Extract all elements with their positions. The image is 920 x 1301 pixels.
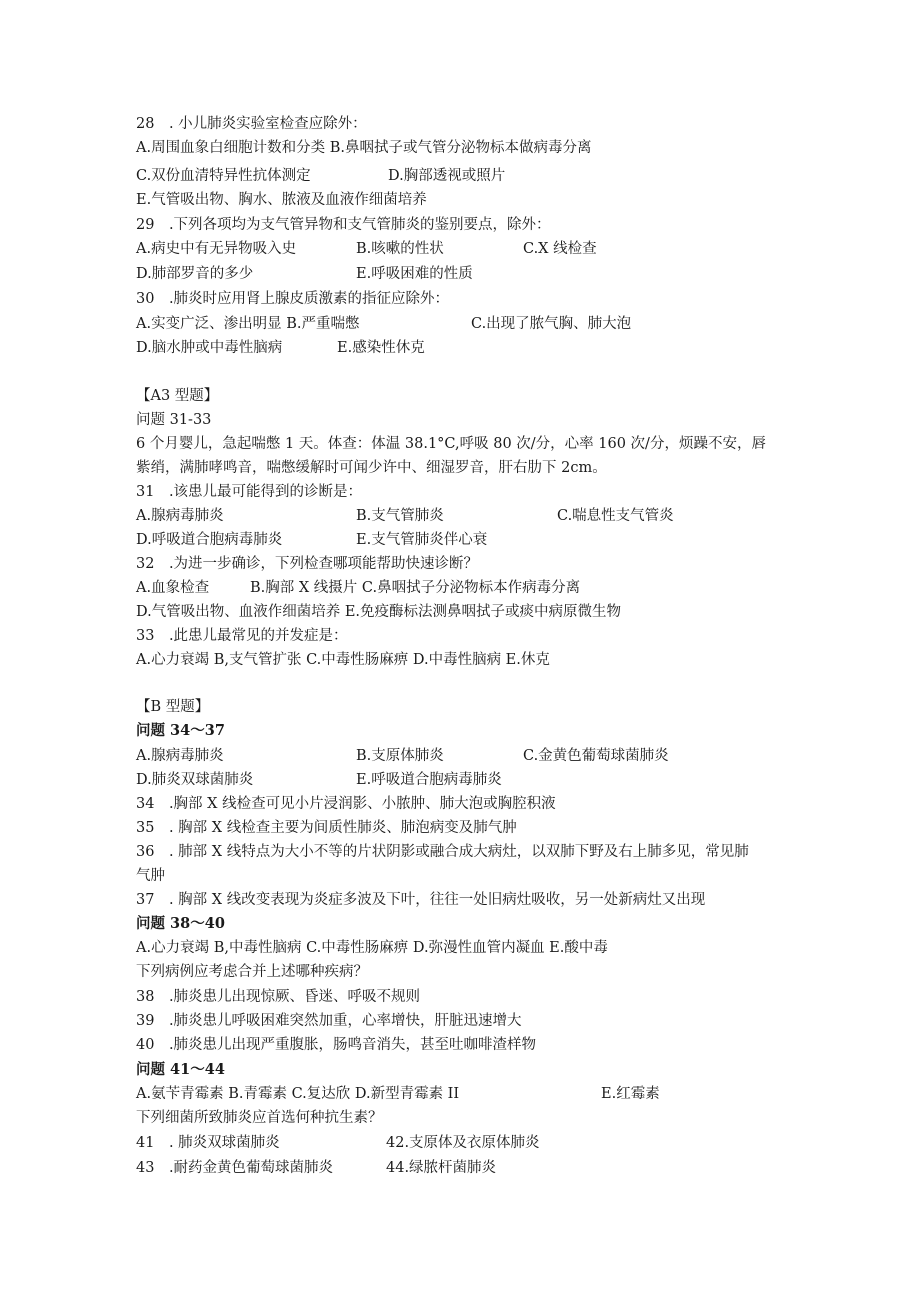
q31-option-d: D.呼吸道合胞病毒肺炎 (136, 532, 283, 548)
q42: 42.支原体及衣原体肺炎 (386, 1135, 540, 1151)
g3-options: A.氨苄青霉素 B.青霉素 C.复达欣 D.新型青霉素 II (136, 1086, 460, 1102)
q33-options: A.心力衰竭 B,支气管扩张 C.中毒性肠麻痹 D.中毒性脑病 E.休克 (136, 652, 550, 668)
q35: 35 . 胸部 X 线检查主要为间质性肺炎、肺泡病变及肺气肿 (136, 820, 517, 836)
q37: 37 . 胸部 X 线改变表现为炎症多波及下叶，往往一处旧病灶吸收，另一处新病灶又出现 (136, 892, 706, 908)
q38: 38 .肺炎患儿出现惊厥、昏迷、呼吸不规则 (136, 989, 421, 1005)
g1-option-e: E.呼吸道合胞病毒肺炎 (356, 772, 502, 788)
q39: 39 .肺炎患儿呼吸困难突然加重，心率增快，肝脏迅速增大 (136, 1013, 522, 1029)
q40: 40 .肺炎患儿出现严重腹胀，肠鸣音消失，甚至吐咖啡渣样物 (136, 1037, 537, 1053)
q36-line1: 36 . 肺部 X 线特点为大小不等的片状阴影或融合成大病灶，以双肺下野及右上肺多见，常见肺 (136, 844, 749, 860)
q31-option-c: C.喘息性支气管炎 (557, 508, 674, 524)
g1-option-c: C.金黄色葡萄球菌肺炎 (523, 748, 669, 764)
q28-options-ab: A.周围血象白细胞计数和分类 B.鼻咽拭子或气管分泌物标本做病毒分离 (136, 140, 592, 156)
a3-section-heading: 【A3 型题】 (136, 388, 219, 404)
q32-options-de: D.气管吸出物、血液作细菌培养 E.免疫酶标法测鼻咽拭子或痰中病原微生物 (136, 604, 622, 620)
q28-option-d: D.胸部透视或照片 (388, 168, 506, 184)
q32-options-bc: B.胸部 X 线摄片 C.鼻咽拭子分泌物标本作病毒分离 (250, 580, 581, 596)
q33-stem: 33 .此患儿最常见的并发症是： (136, 628, 348, 644)
q30-options-ab: A.实变广泛、渗出明显 B.严重喘憋 (136, 316, 360, 332)
q31-stem: 31 .该患儿最可能得到的诊断是： (136, 484, 363, 500)
q30-option-e: E.感染性休克 (337, 340, 425, 356)
g3-option-e: E.红霉素 (601, 1086, 660, 1102)
q29-option-e: E.呼吸困难的性质 (356, 266, 473, 282)
q30-option-d: D.脑水肿或中毒性脑病 (136, 340, 283, 356)
q44: 44.绿脓杆菌肺炎 (386, 1160, 497, 1176)
q32-stem: 32 .为进一步确诊，下列检查哪项能帮助快速诊断？ (136, 556, 479, 572)
b-group2-heading: 问题 38～40 (136, 915, 225, 932)
g2-prompt: 下列病例应考虑合并上述哪种疾病？ (136, 964, 368, 980)
q30-option-c: C.出现了脓气胸、肺大泡 (471, 316, 632, 332)
g1-option-a: A.腺病毒肺炎 (136, 748, 224, 764)
b-group1-heading: 问题 34～37 (136, 722, 225, 739)
q31-option-e: E.支气管肺炎伴心衰 (356, 532, 488, 548)
q41: 41 . 肺炎双球菌肺炎 (136, 1135, 280, 1151)
q43: 43 .耐药金黄色葡萄球菌肺炎 (136, 1160, 334, 1176)
g2-options: A.心力衰竭 B,中毒性脑病 C.中毒性肠麻痹 D.弥漫性血管内凝血 E.酸中毒 (136, 940, 608, 956)
q28-stem: 28 . 小儿肺炎实验室检查应除外： (136, 116, 367, 132)
q29-stem: 29 .下列各项均为支气管异物和支气管肺炎的鉴别要点，除外： (136, 217, 551, 233)
q36-line2: 气肿 (136, 868, 165, 884)
a3-group-heading: 问题 31-33 (136, 412, 212, 428)
q30-stem: 30 .肺炎时应用肾上腺皮质激素的指征应除外： (136, 291, 450, 307)
q32-option-a: A.血象检查 (136, 580, 210, 596)
b-section-heading: 【B 型题】 (136, 699, 210, 715)
g1-option-b: B.支原体肺炎 (356, 748, 444, 764)
q29-option-a: A.病史中有无异物吸入史 (136, 241, 297, 257)
q29-option-d: D.肺部罗音的多少 (136, 266, 254, 282)
g3-prompt: 下列细菌所致肺炎应首选何种抗生素？ (136, 1110, 383, 1126)
g1-option-d: D.肺炎双球菌肺炎 (136, 772, 254, 788)
case-description-line1: 6 个月婴儿，急起喘憋 1 天。体查：体温 38.1°C,呼吸 80 次/分，心率 160 次/分，烦躁不安，唇 (136, 436, 766, 452)
q31-option-b: B.支气管肺炎 (356, 508, 444, 524)
case-description-line2: 紫绡，满肺哮鸣音，喘憋缓解时可闻少许中、细湿罗音，肝右肋下 2cm。 (136, 460, 607, 476)
q31-option-a: A.腺病毒肺炎 (136, 508, 224, 524)
q28-option-e: E.气管吸出物、胸水、脓液及血液作细菌培养 (136, 192, 427, 208)
q34: 34 .胸部 X 线检查可见小片浸润影、小脓肿、肺大泡或胸腔积液 (136, 796, 556, 812)
q29-option-b: B.咳嗽的性状 (356, 241, 444, 257)
q28-option-c: C.双份血清特异性抗体测定 (136, 168, 311, 184)
q29-option-c: C.X 线检查 (523, 241, 597, 257)
b-group3-heading: 问题 41～44 (136, 1061, 225, 1078)
